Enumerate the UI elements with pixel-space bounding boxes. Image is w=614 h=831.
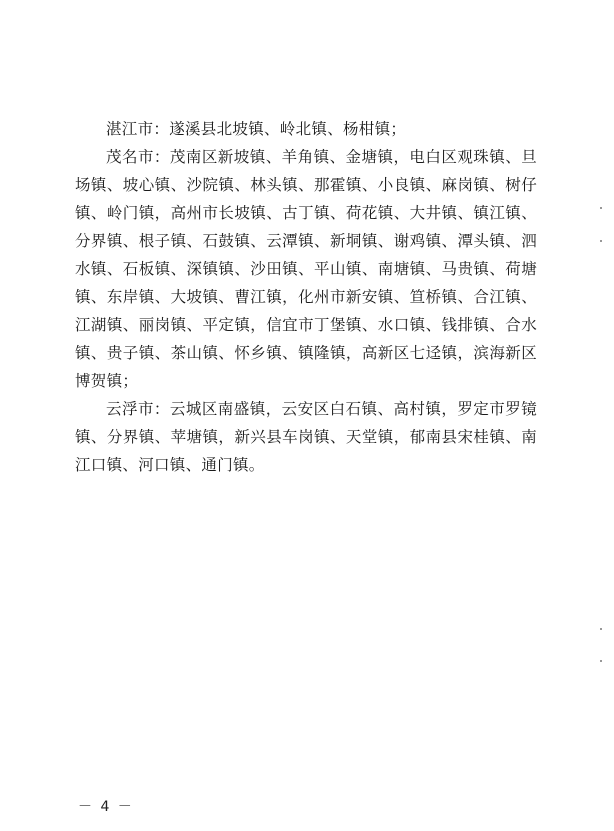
scan-speck	[600, 628, 602, 630]
paragraph-yunfu: 云浮市：云城区南盛镇，云安区白石镇、高村镇，罗定市罗镜镇、分界镇、苹塘镇，新兴县车岗镇、天堂镇，郁南县宋桂镇、南江口镇、河口镇、通门镇。	[75, 400, 537, 474]
paragraph-zhanjiang: 湛江市：遂溪县北坡镇、岭北镇、杨柑镇；	[106, 120, 407, 138]
document-body	[75, 115, 537, 479]
page-number: － 4 －	[78, 799, 134, 815]
scan-speck	[600, 660, 602, 662]
paragraph-maoming: 茂名市：茂南区新坡镇、羊角镇、金塘镇，电白区观珠镇、旦场镇、坡心镇、沙院镇、林头镇、那霍镇、小良镇、麻岗镇、树仔镇、岭门镇，高州市长坡镇、古丁镇、荷花镇、大井镇、镇江镇、分界镇、根子镇、石鼓镇、云潭镇、新垌镇、谢鸡镇、潭头镇、泗水镇、石板镇、深镇镇、沙田镇、平山镇、南塘镇、马贵镇、荷塘镇、东岸镇、大坡镇、曹江镇，化州市新安镇、笪桥镇、合江镇、江湖镇、丽岗镇、平定镇，信宜市丁堡镇、水口镇、钱排镇、合水镇、贵子镇、茶山镇、怀乡镇、镇隆镇，高新区七迳镇，滨海新区博贺镇；	[75, 148, 537, 390]
scan-speck	[600, 240, 602, 242]
scan-speck	[600, 207, 602, 209]
